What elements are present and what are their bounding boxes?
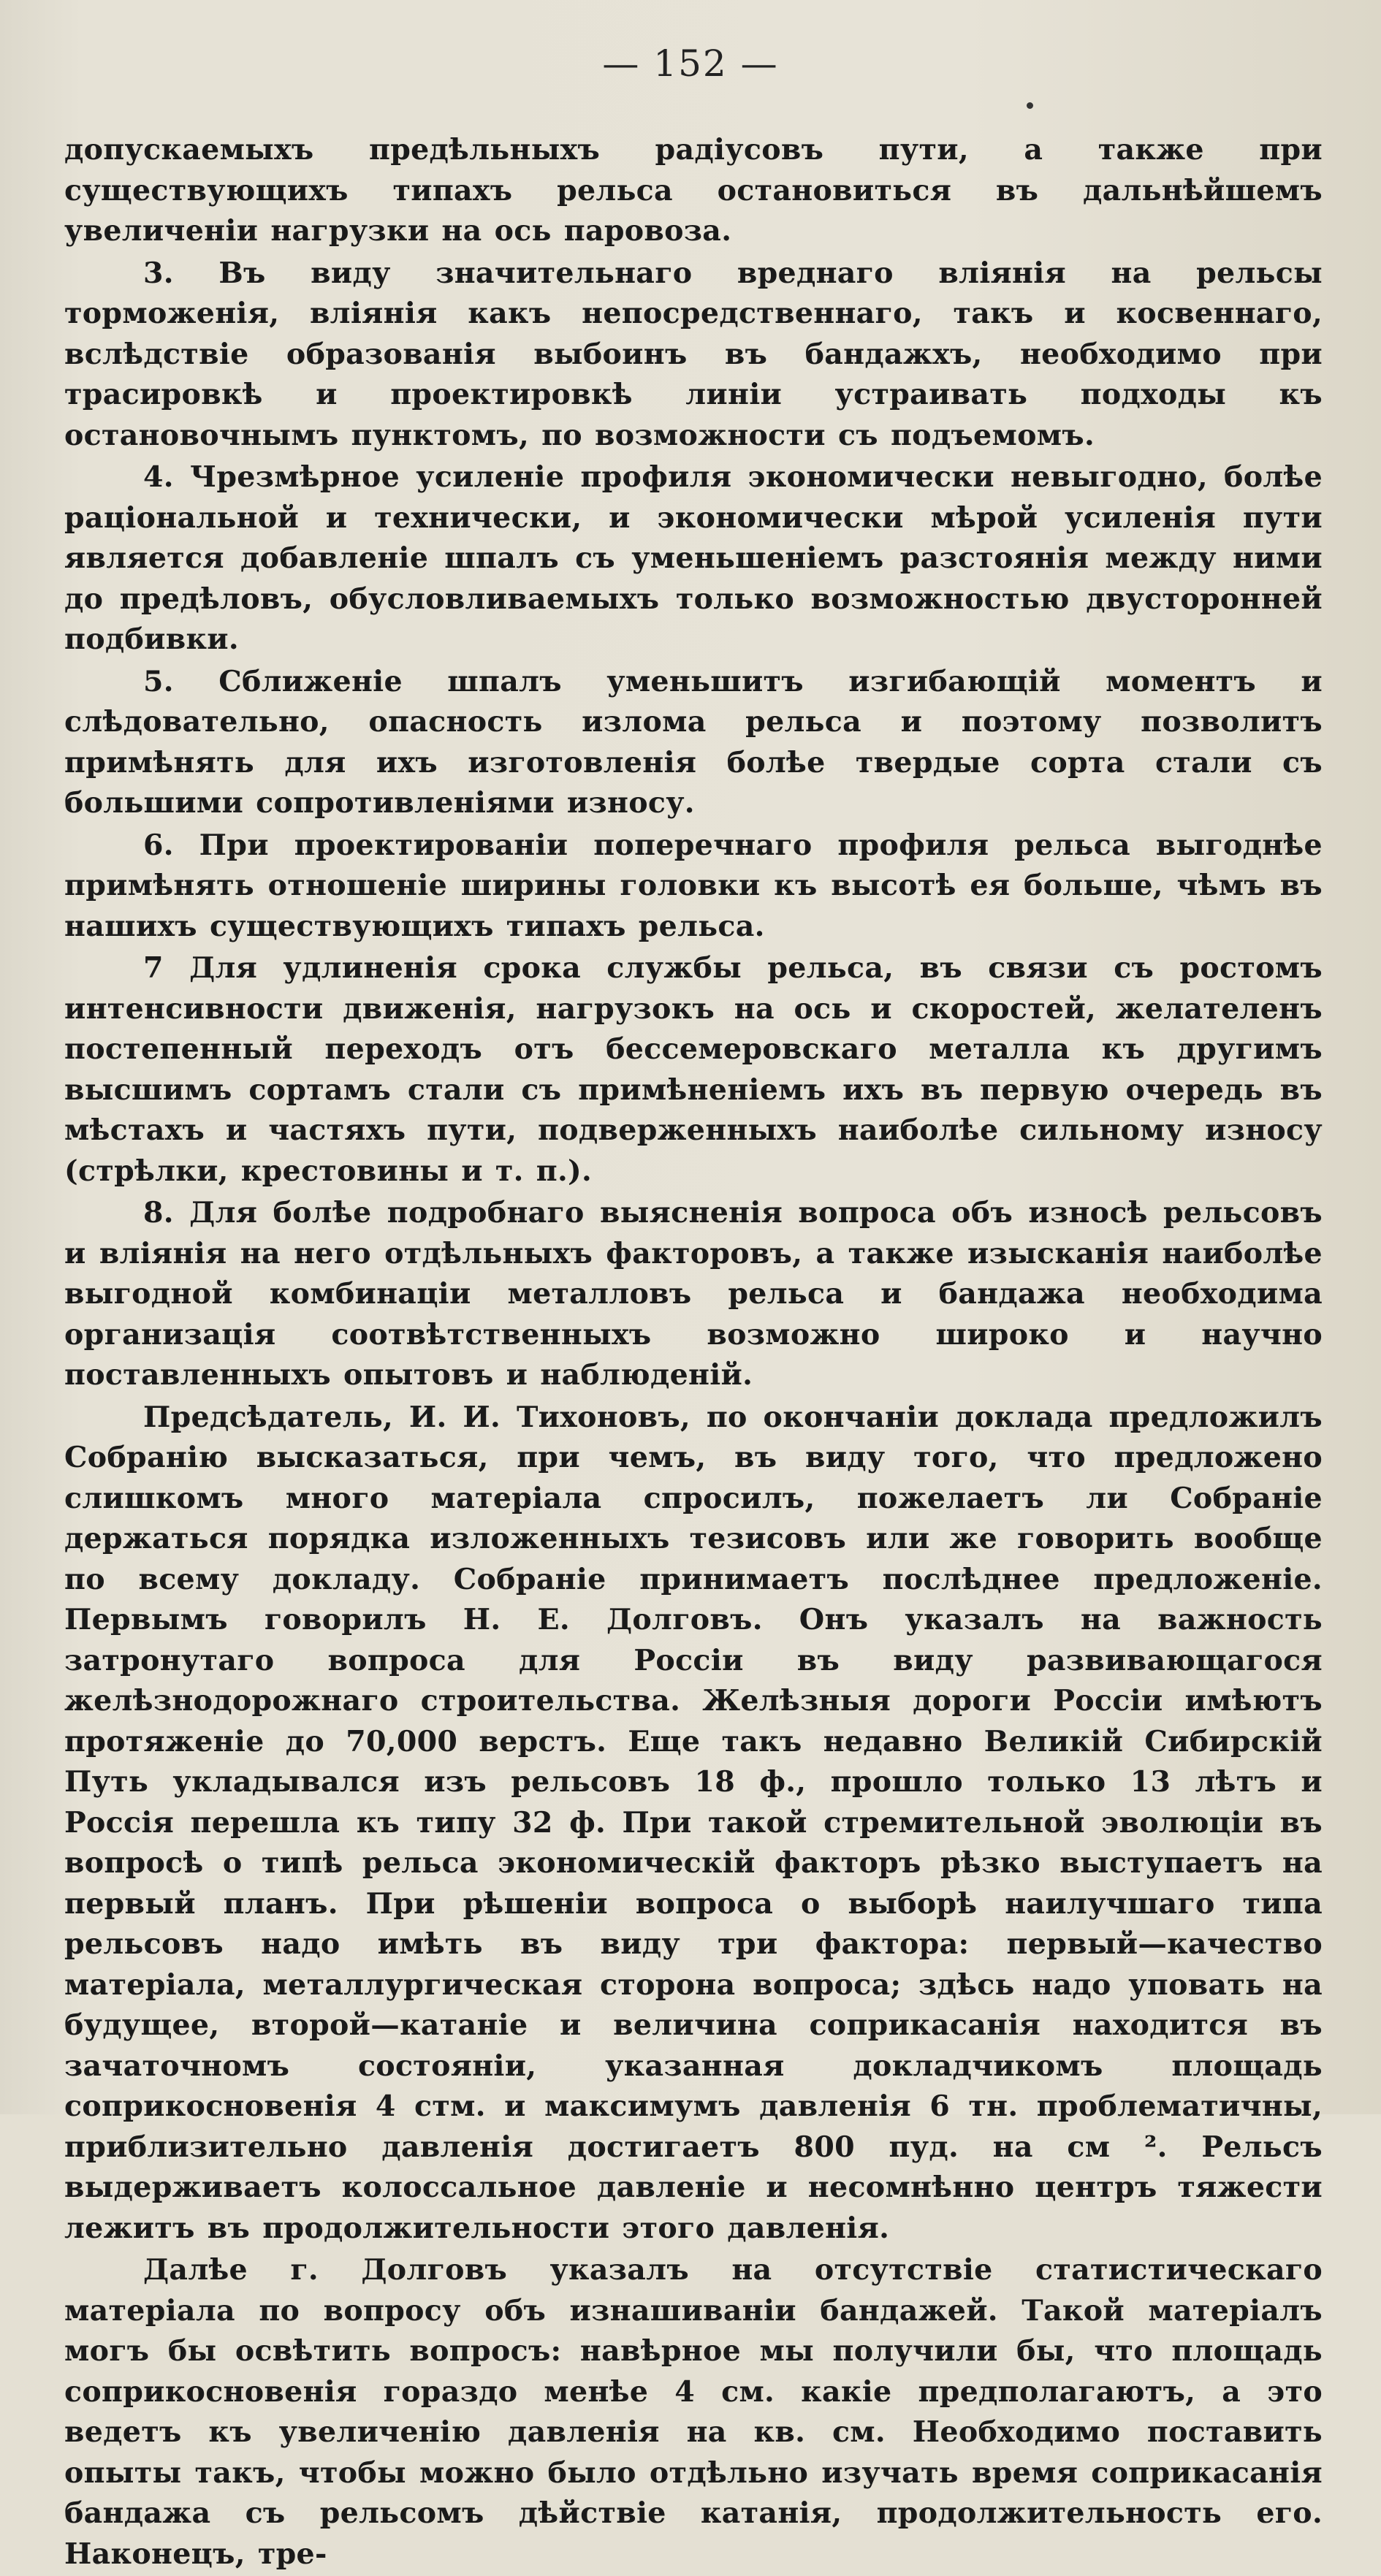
thesis-7: 7 Для удлиненія срока службы рельса, въ связи съ ростомъ интенсивности движенія, нагрузокъ на ось и скоростей, желателенъ постепенный переходъ отъ бессемеровскаго металла къ другимъ высшимъ сортамъ стали съ примѣненіемъ ихъ въ первую очередь въ мѣстахъ и частяхъ пути, подверженныхъ наиболѣе сильному износу (стрѣлки, крестовины и т. п.). (64, 951, 1323, 1188)
thesis-4: 4. Чрезмѣрное усиленіе профиля экономически невыгодно, болѣе раціональной и технически, и экономически мѣрой усиленія пути является добавленіе шпалъ съ уменьшеніемъ разстоянія между ними до предѣловъ, обусловливаемыхъ только возможностью двусторонней подбивки. (64, 460, 1323, 656)
thesis-8: 8. Для болѣе подробнаго выясненія вопроса объ износѣ рельсовъ и вліянія на него отдѣльныхъ факторовъ, а также изысканія наиболѣе выгодной комбинаціи металловъ рельса и бандажа необходима организація соотвѣтственныхъ возможно широко и научно поставленныхъ опытовъ и наблюденій. (64, 1196, 1323, 1392)
discussion-paragraph: Предсѣдатель, И. И. Тихоновъ, по окончаніи доклада предложилъ Собранію высказаться, при чемъ, въ виду того, что предложено слишкомъ много матеріала спросилъ, пожелаетъ ли Собраніе держаться порядка изложенныхъ тезисовъ или же говорить вообще по всему докладу. Собраніе принимаетъ послѣднее предложеніе. Первымъ говорилъ Н. Е. Долговъ. Онъ указалъ на важность затронутаго вопроса для Россіи въ виду развивающагося желѣзнодорожнаго строительства. Желѣзныя дороги Россіи имѣютъ протяженіе до 70,000 верстъ. Еще такъ недавно Великій Сибирскій Путь укладывался изъ рельсовъ 18 ф., прошло только 13 лѣтъ и Россія перешла къ типу 32 ф. При такой стремительной эволюціи въ вопросѣ о типѣ рельса экономическій факторъ рѣзко выступаетъ на первый планъ. При рѣшеніи вопроса о выборѣ наилучшаго типа рельсовъ надо имѣть въ виду три фактора: первый—качество матеріала, металлургическая сторона вопроса; здѣсь надо уповать на будущее, второй—катаніе и величина соприкасанія находится въ зачаточномъ состояніи, указанная докладчикомъ площадь соприкосновенія 4 стм. и максимумъ давленія 6 тн. проблематичны, приблизительно давленія достигаетъ 800 пуд. на см ². Рельсъ выдерживаетъ колоссальное давленіе и несомнѣнно центръ тяжести лежитъ въ продолжительности этого давленія. (64, 1400, 1323, 2245)
thesis-5: 5. Сближеніе шпалъ уменьшитъ изгибающій моментъ и слѣдовательно, опасность излома рельса и поэтому позволитъ примѣнять для ихъ изготовленія болѣе твердые сорта стали съ большими сопротивленіями износу. (64, 664, 1323, 820)
ink-mark (1027, 102, 1033, 109)
page-number: — 152 — (602, 42, 779, 85)
thesis-6: 6. При проектированіи поперечнаго профиля рельса выгоднѣе примѣнять отношеніе ширины головки къ высотѣ ея больше, чѣмъ въ нашихъ существующихъ типахъ рельса. (64, 828, 1323, 943)
paragraph-continuation: допускаемыхъ предѣльныхъ радіусовъ пути, а также при существующихъ типахъ рельса остановиться въ дальнѣйшемъ увеличеніи нагрузки на ось паровоза. (64, 133, 1323, 248)
dolgov-paragraph: Далѣе г. Долговъ указалъ на отсутствіе статистическаго матеріала по вопросу объ изнашиваніи бандажей. Такой матеріалъ могъ бы освѣтить вопросъ: навѣрное мы получили бы, что площадь соприкосновенія гораздо менѣе 4 см. какіе предполагаютъ, а это ведетъ къ увеличенію давленія на кв. см. Необходимо поставить опыты такъ, чтобы можно было отдѣльно изучать время соприкасанія бандажа съ рельсомъ дѣйствіе катанія, продолжительность его. Наконецъ, тре- (64, 2253, 1323, 2571)
body-text (64, 130, 1323, 2576)
thesis-3: 3. Въ виду значительнаго вреднаго вліянія на рельсы торможенія, вліянія какъ непосредственнаго, такъ и косвеннаго, вслѣдствіе образованія выбоинъ въ бандажхъ, необходимо при трасировкѣ и проектировкѣ линіи устраивать подходы къ остановочнымъ пунктомъ, по возможности съ подъемомъ. (64, 256, 1323, 452)
